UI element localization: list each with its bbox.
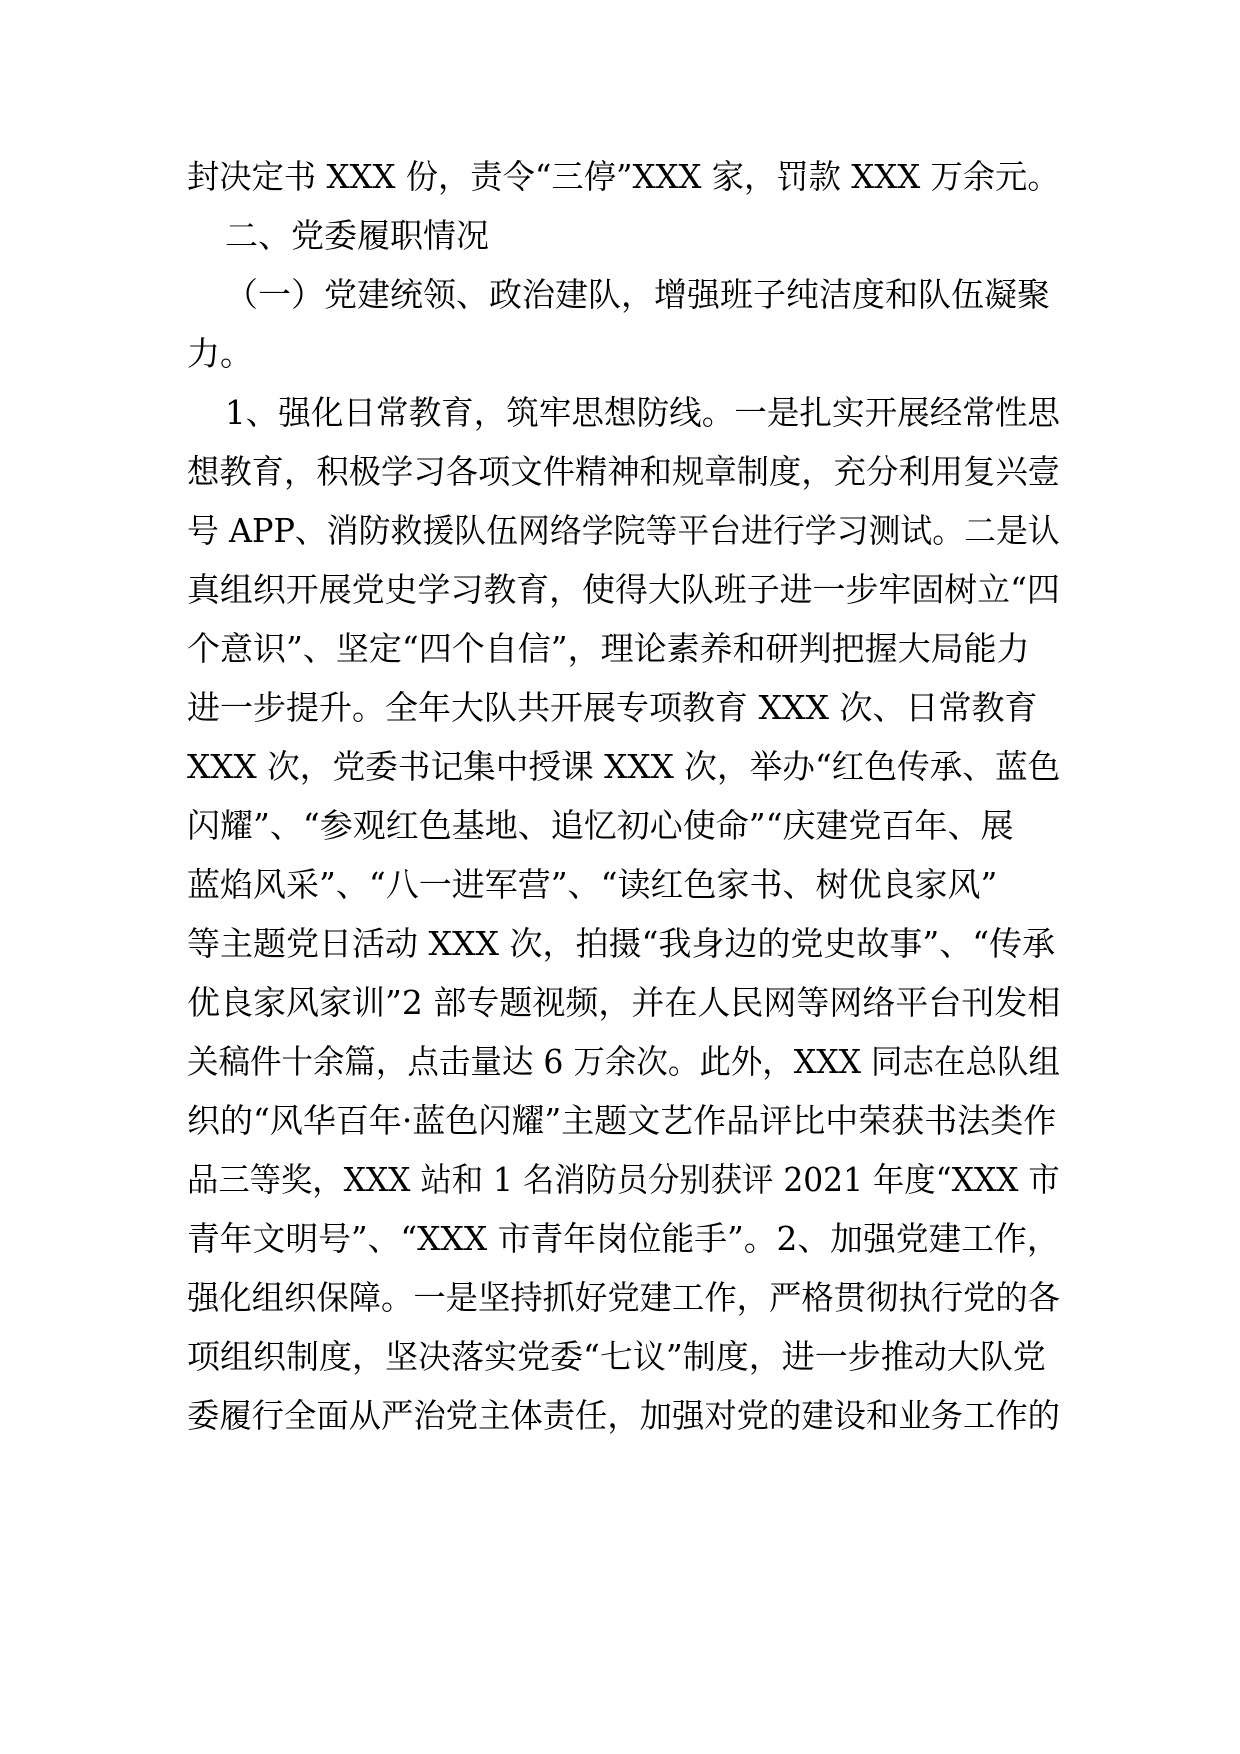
paragraph-line: 青年文明号”、“XXX 市青年岗位能手”。2、加强党建工作， xyxy=(187,1219,1060,1258)
subsection-heading-continued: 力。 xyxy=(187,334,253,373)
paragraph-line: 优良家风家训”2 部专题视频，并在人民网等网络平台刊发相 xyxy=(187,983,1061,1022)
paragraph-line: 关稿件十余篇，点击量达 6 万余次。此外，XXX 同志在总队组 xyxy=(187,1042,1060,1081)
paragraph-line: 等主题党日活动 XXX 次，拍摄“我身边的党史故事”、“传承 xyxy=(187,924,1056,963)
paragraph-line: 号 APP、消防救援队伍网络学院等平台进行学习测试。二是认 xyxy=(187,511,1060,550)
paragraph-line: 真组织开展党史学习教育，使得大队班子进一步牢固树立“四 xyxy=(187,570,1060,609)
paragraph-line: 进一步提升。全年大队共开展专项教育 XXX 次、日常教育 xyxy=(187,688,1038,727)
paragraph-line: 强化组织保障。一是坚持抓好党建工作，严格贯彻执行党的各 xyxy=(187,1278,1061,1317)
paragraph-line: 项组织制度，坚决落实党委“七议”制度，进一步推动大队党 xyxy=(187,1337,1046,1376)
paragraph-line: 织的“风华百年·蓝色闪耀”主题文艺作品评比中荣获书法类作 xyxy=(187,1101,1057,1140)
paragraph-line: 1、强化日常教育，筑牢思想防线。一是扎实开展经常性思 xyxy=(225,393,1061,432)
text-line: 封决定书 XXX 份，责令“三停”XXX 家，罚款 XXX 万余元。 xyxy=(187,157,1060,196)
paragraph-line: 委履行全面从严治党主体责任，加强对党的建设和业务工作的 xyxy=(187,1396,1061,1435)
paragraph-line: 想教育，积极学习各项文件精神和规章制度，充分利用复兴壹 xyxy=(187,452,1061,491)
paragraph-line: 品三等奖，XXX 站和 1 名消防员分别获评 2021 年度“XXX 市 xyxy=(187,1160,1060,1199)
paragraph-line: 闪耀”、“参观红色基地、追忆初心使命”“庆建党百年、展 xyxy=(187,806,1014,845)
subsection-heading: （一）党建统领、政治建队，增强班子纯洁度和队伍凝聚 xyxy=(225,275,1050,314)
paragraph-line: 个意识”、坚定“四个自信”，理论素养和研判把握大局能力 xyxy=(187,629,1030,668)
section-heading: 二、党委履职情况 xyxy=(225,216,489,255)
paragraph-line: XXX 次，党委书记集中授课 XXX 次，举办“红色传承、蓝色 xyxy=(187,747,1061,786)
paragraph-line: 蓝焰风采”、“八一进军营”、“读红色家书、树优良家风” xyxy=(187,865,998,904)
